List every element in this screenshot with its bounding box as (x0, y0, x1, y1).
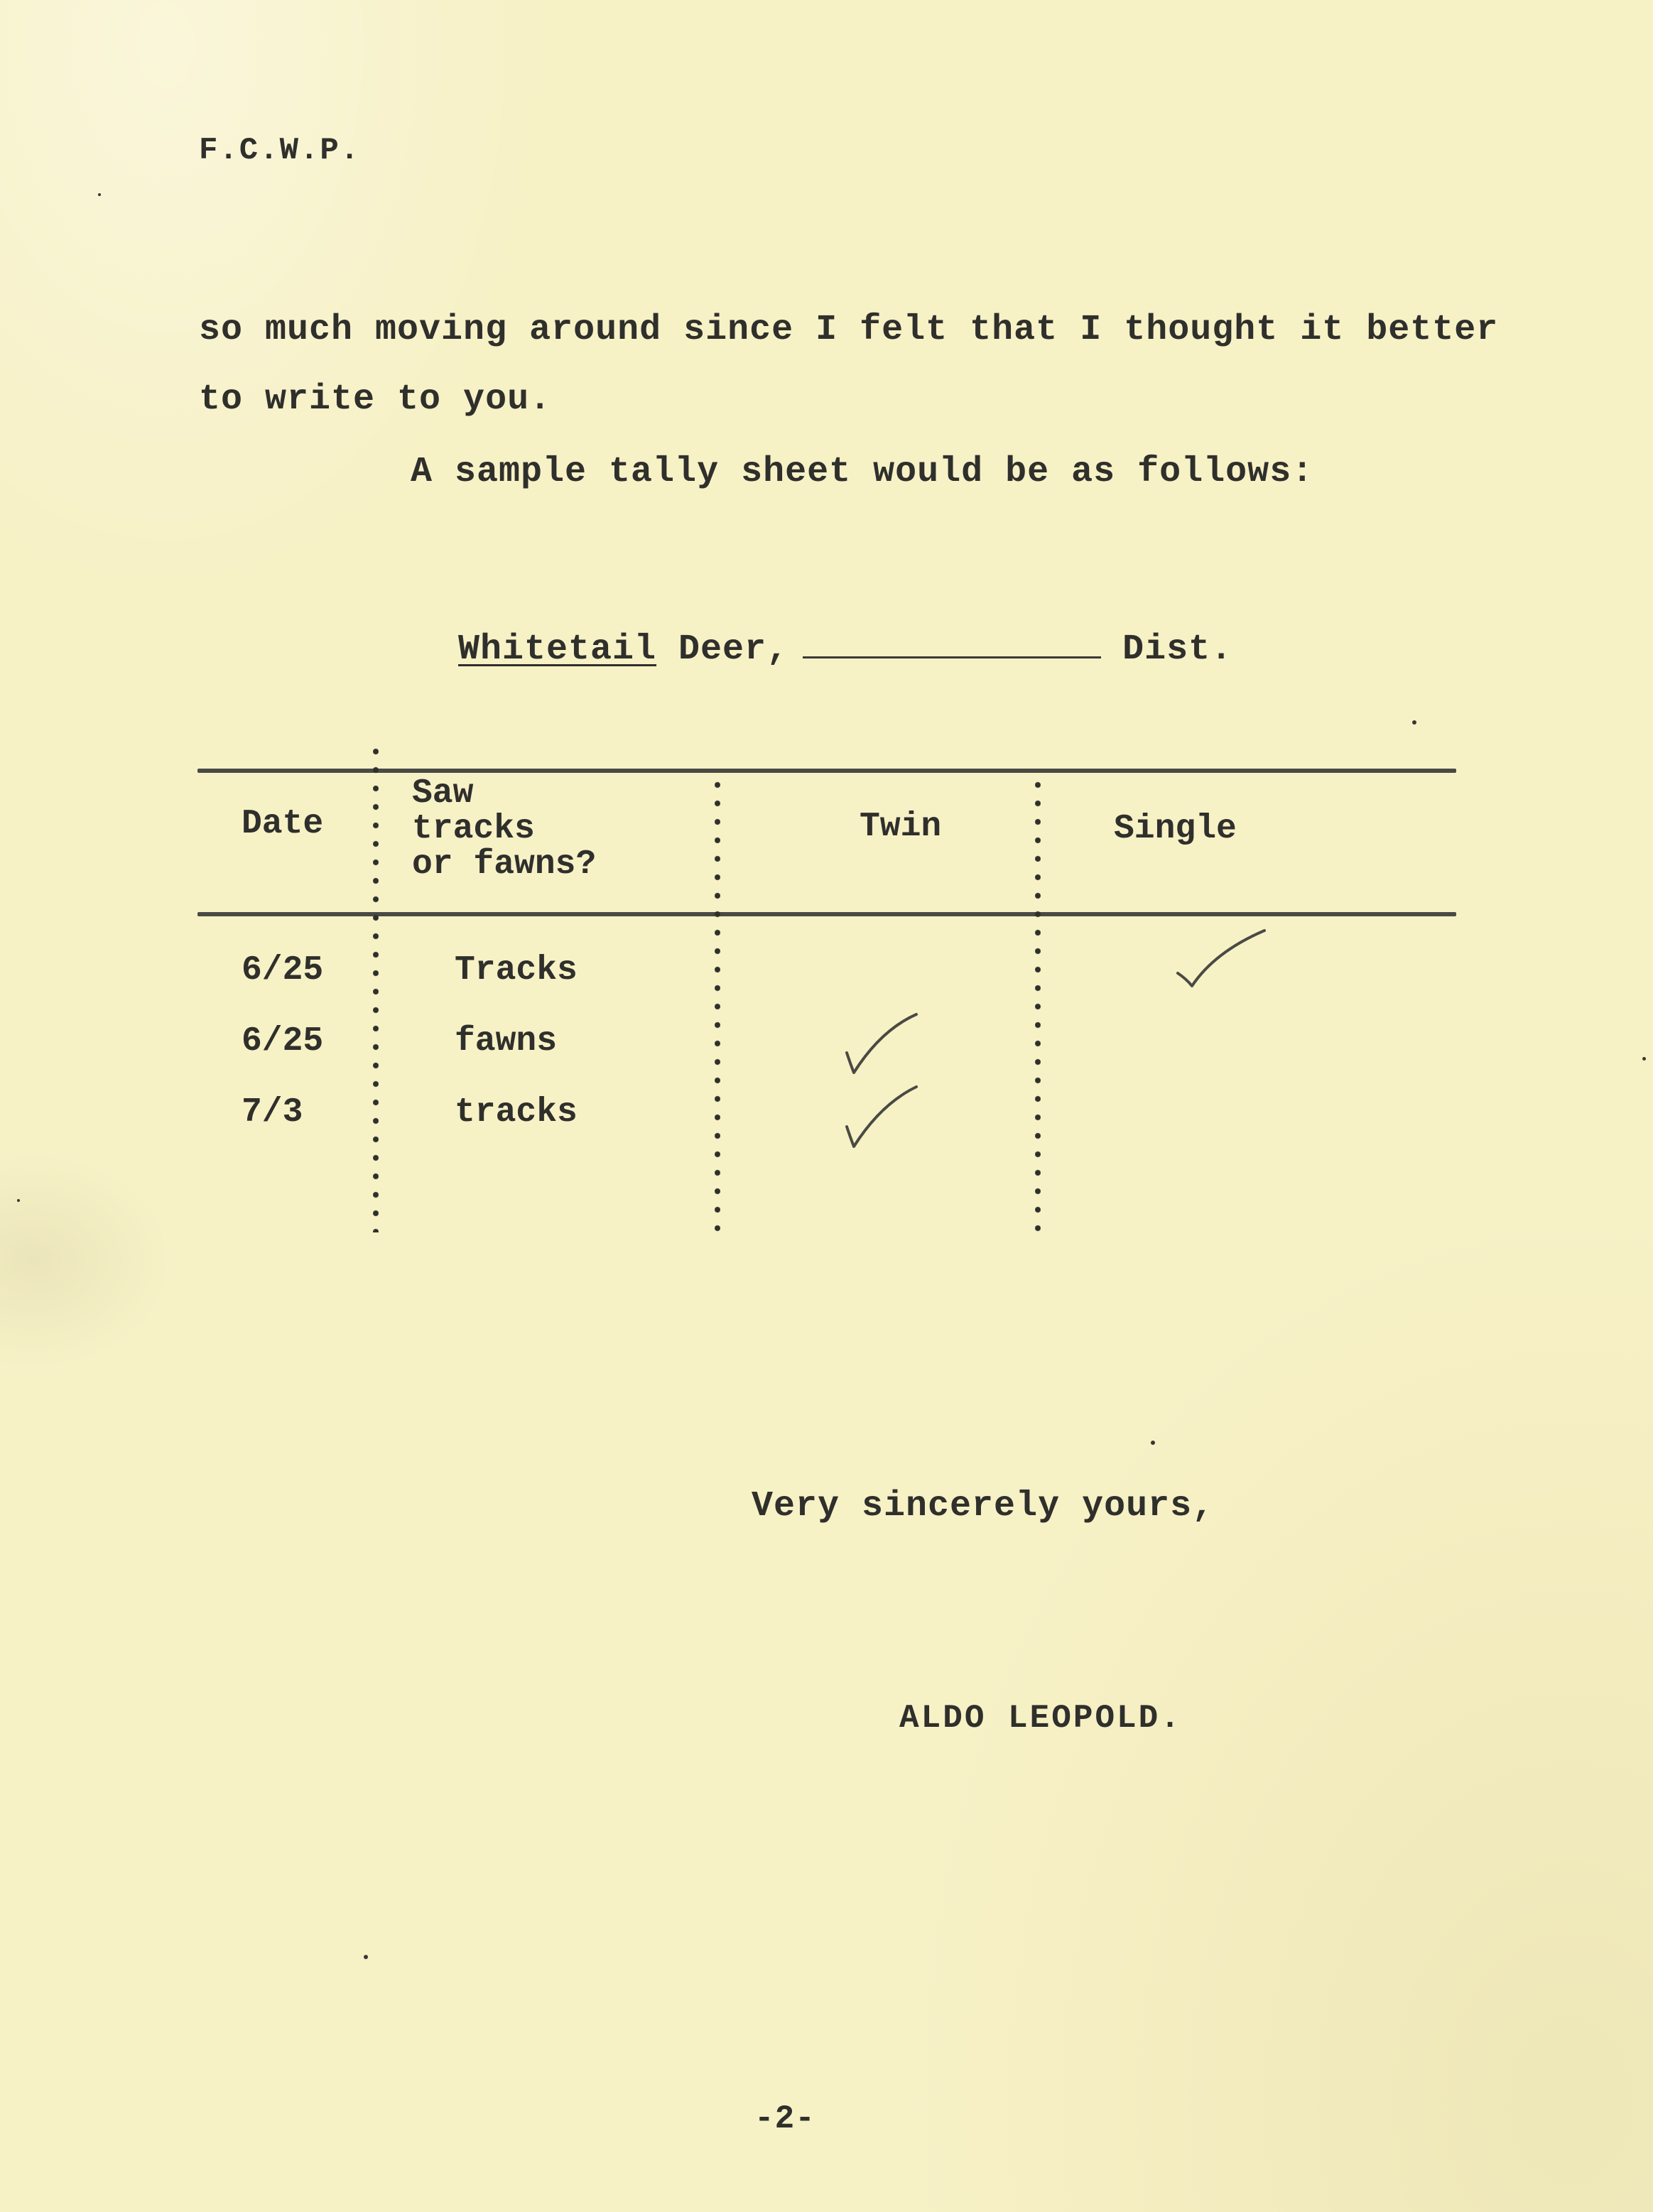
row-2-twin-checkmark-icon (838, 1009, 945, 1087)
district-blank-line (803, 656, 1101, 658)
header-twin: Twin (860, 808, 942, 846)
row-2-observation: fawns (455, 1022, 558, 1061)
header-saw-line-1: Saw (412, 774, 474, 813)
tally-sheet-title (458, 629, 1233, 670)
header-date: Date (242, 805, 324, 843)
tally-title-species: Whitetail (458, 629, 657, 670)
column-separator-1 (373, 742, 379, 1232)
row-1-single-checkmark-icon (1165, 923, 1272, 1002)
closing-salutation: Very sincerely yours, (752, 1486, 1215, 1527)
paper-speck (98, 193, 101, 196)
page-number: -2- (754, 2100, 815, 2137)
row-3-observation: tracks (455, 1093, 578, 1132)
row-2-date: 6/25 (242, 1022, 324, 1061)
row-1-observation: Tracks (455, 951, 578, 990)
header-reference: F.C.W.P. (199, 133, 361, 168)
tally-title-suffix: Dist. (1122, 629, 1233, 670)
body-line-3: A sample tally sheet would be as follows: (411, 452, 1314, 492)
paper-speck (17, 1199, 20, 1202)
header-saw-tracks-or-fawns (412, 776, 646, 882)
body-line-1: so much moving around since I felt that I thought it better (199, 310, 1499, 350)
row-3-twin-checkmark-icon (838, 1080, 945, 1158)
header-single: Single (1114, 810, 1237, 848)
signature-name: ALDO LEOPOLD. (899, 1700, 1182, 1737)
row-1-date: 6/25 (242, 951, 324, 990)
paper-speck (364, 1955, 368, 1959)
header-saw-line-2: tracks (412, 810, 535, 848)
paper-speck (1412, 720, 1416, 725)
body-line-2: to write to you. (199, 379, 552, 420)
tally-title-rest: Deer, (656, 629, 789, 670)
table-top-rule (197, 769, 1456, 773)
row-3-date: 7/3 (242, 1093, 303, 1132)
paper-speck (1642, 1057, 1646, 1061)
column-separator-2 (715, 776, 720, 1234)
column-separator-3 (1035, 776, 1041, 1234)
paper-speck (1151, 1441, 1155, 1445)
table-header-rule (197, 912, 1456, 916)
header-saw-line-3: or fawns? (412, 845, 597, 884)
